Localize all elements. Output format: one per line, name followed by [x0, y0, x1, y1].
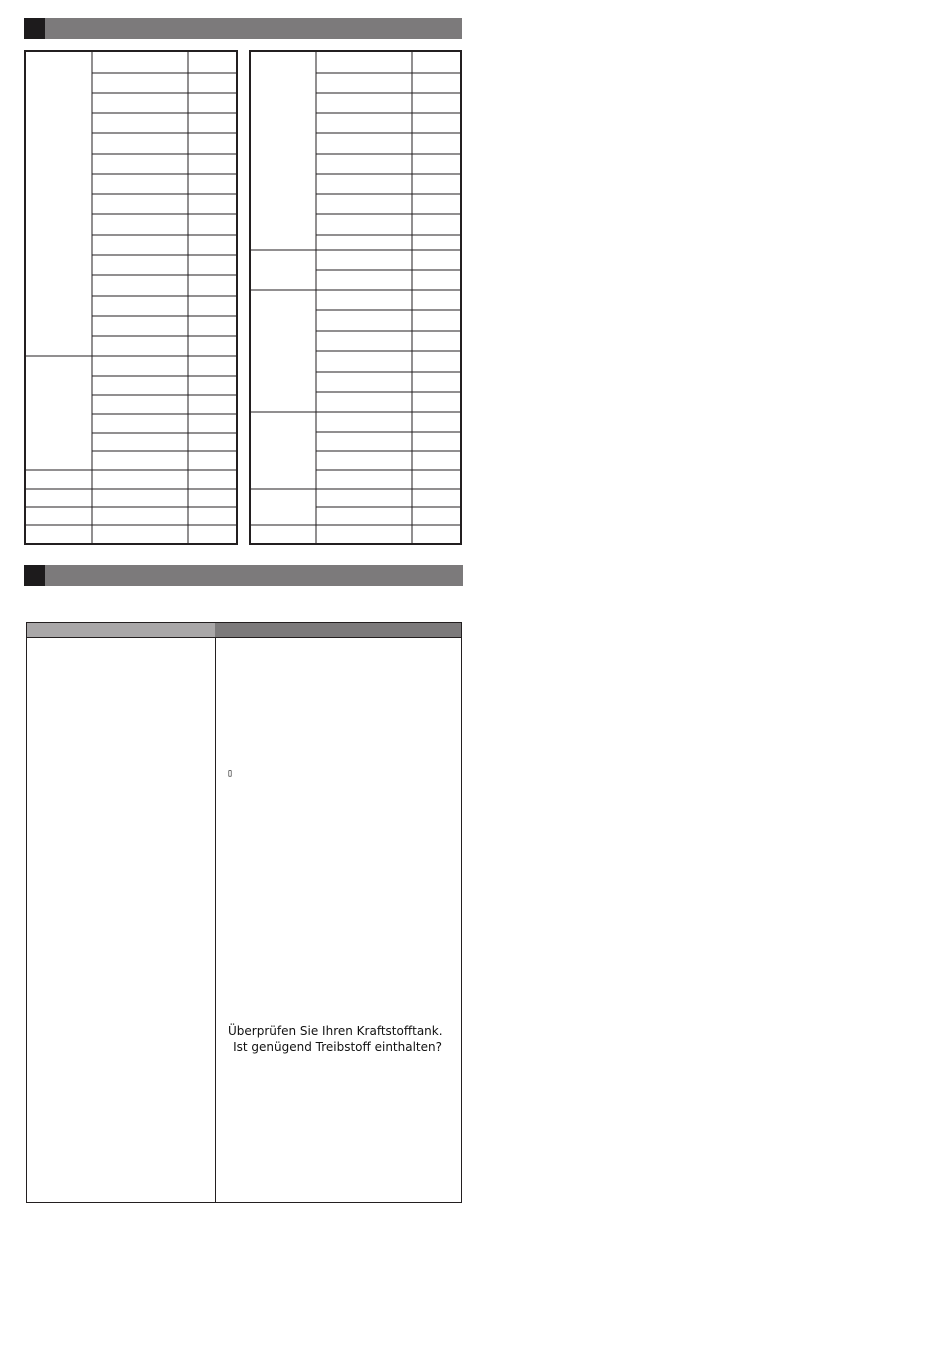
- missing-glyph-icon: ▯: [227, 768, 234, 779]
- parts-table-left: [24, 50, 238, 545]
- section-marker-square: [24, 18, 45, 39]
- fuel-check-line-2: Ist genügend Treibstoff einthalten?: [233, 1040, 442, 1054]
- fuel-check-text: [228, 1023, 442, 1055]
- parts-list-section-bar: [24, 18, 462, 39]
- parts-table-right-grid: [251, 52, 464, 547]
- problem-column-header: [27, 623, 215, 637]
- troubleshooting-table: [26, 622, 462, 1203]
- section-marker-square: [24, 565, 45, 586]
- header-divider: [27, 637, 461, 638]
- solution-column-header: [215, 623, 461, 637]
- troubleshooting-section-bar: [24, 565, 463, 586]
- column-divider: [215, 637, 216, 1202]
- parts-table-left-grid: [26, 52, 240, 547]
- fuel-check-line-1: Überprüfen Sie Ihren Kraftstofftank.: [228, 1024, 443, 1038]
- parts-table-right: [249, 50, 462, 545]
